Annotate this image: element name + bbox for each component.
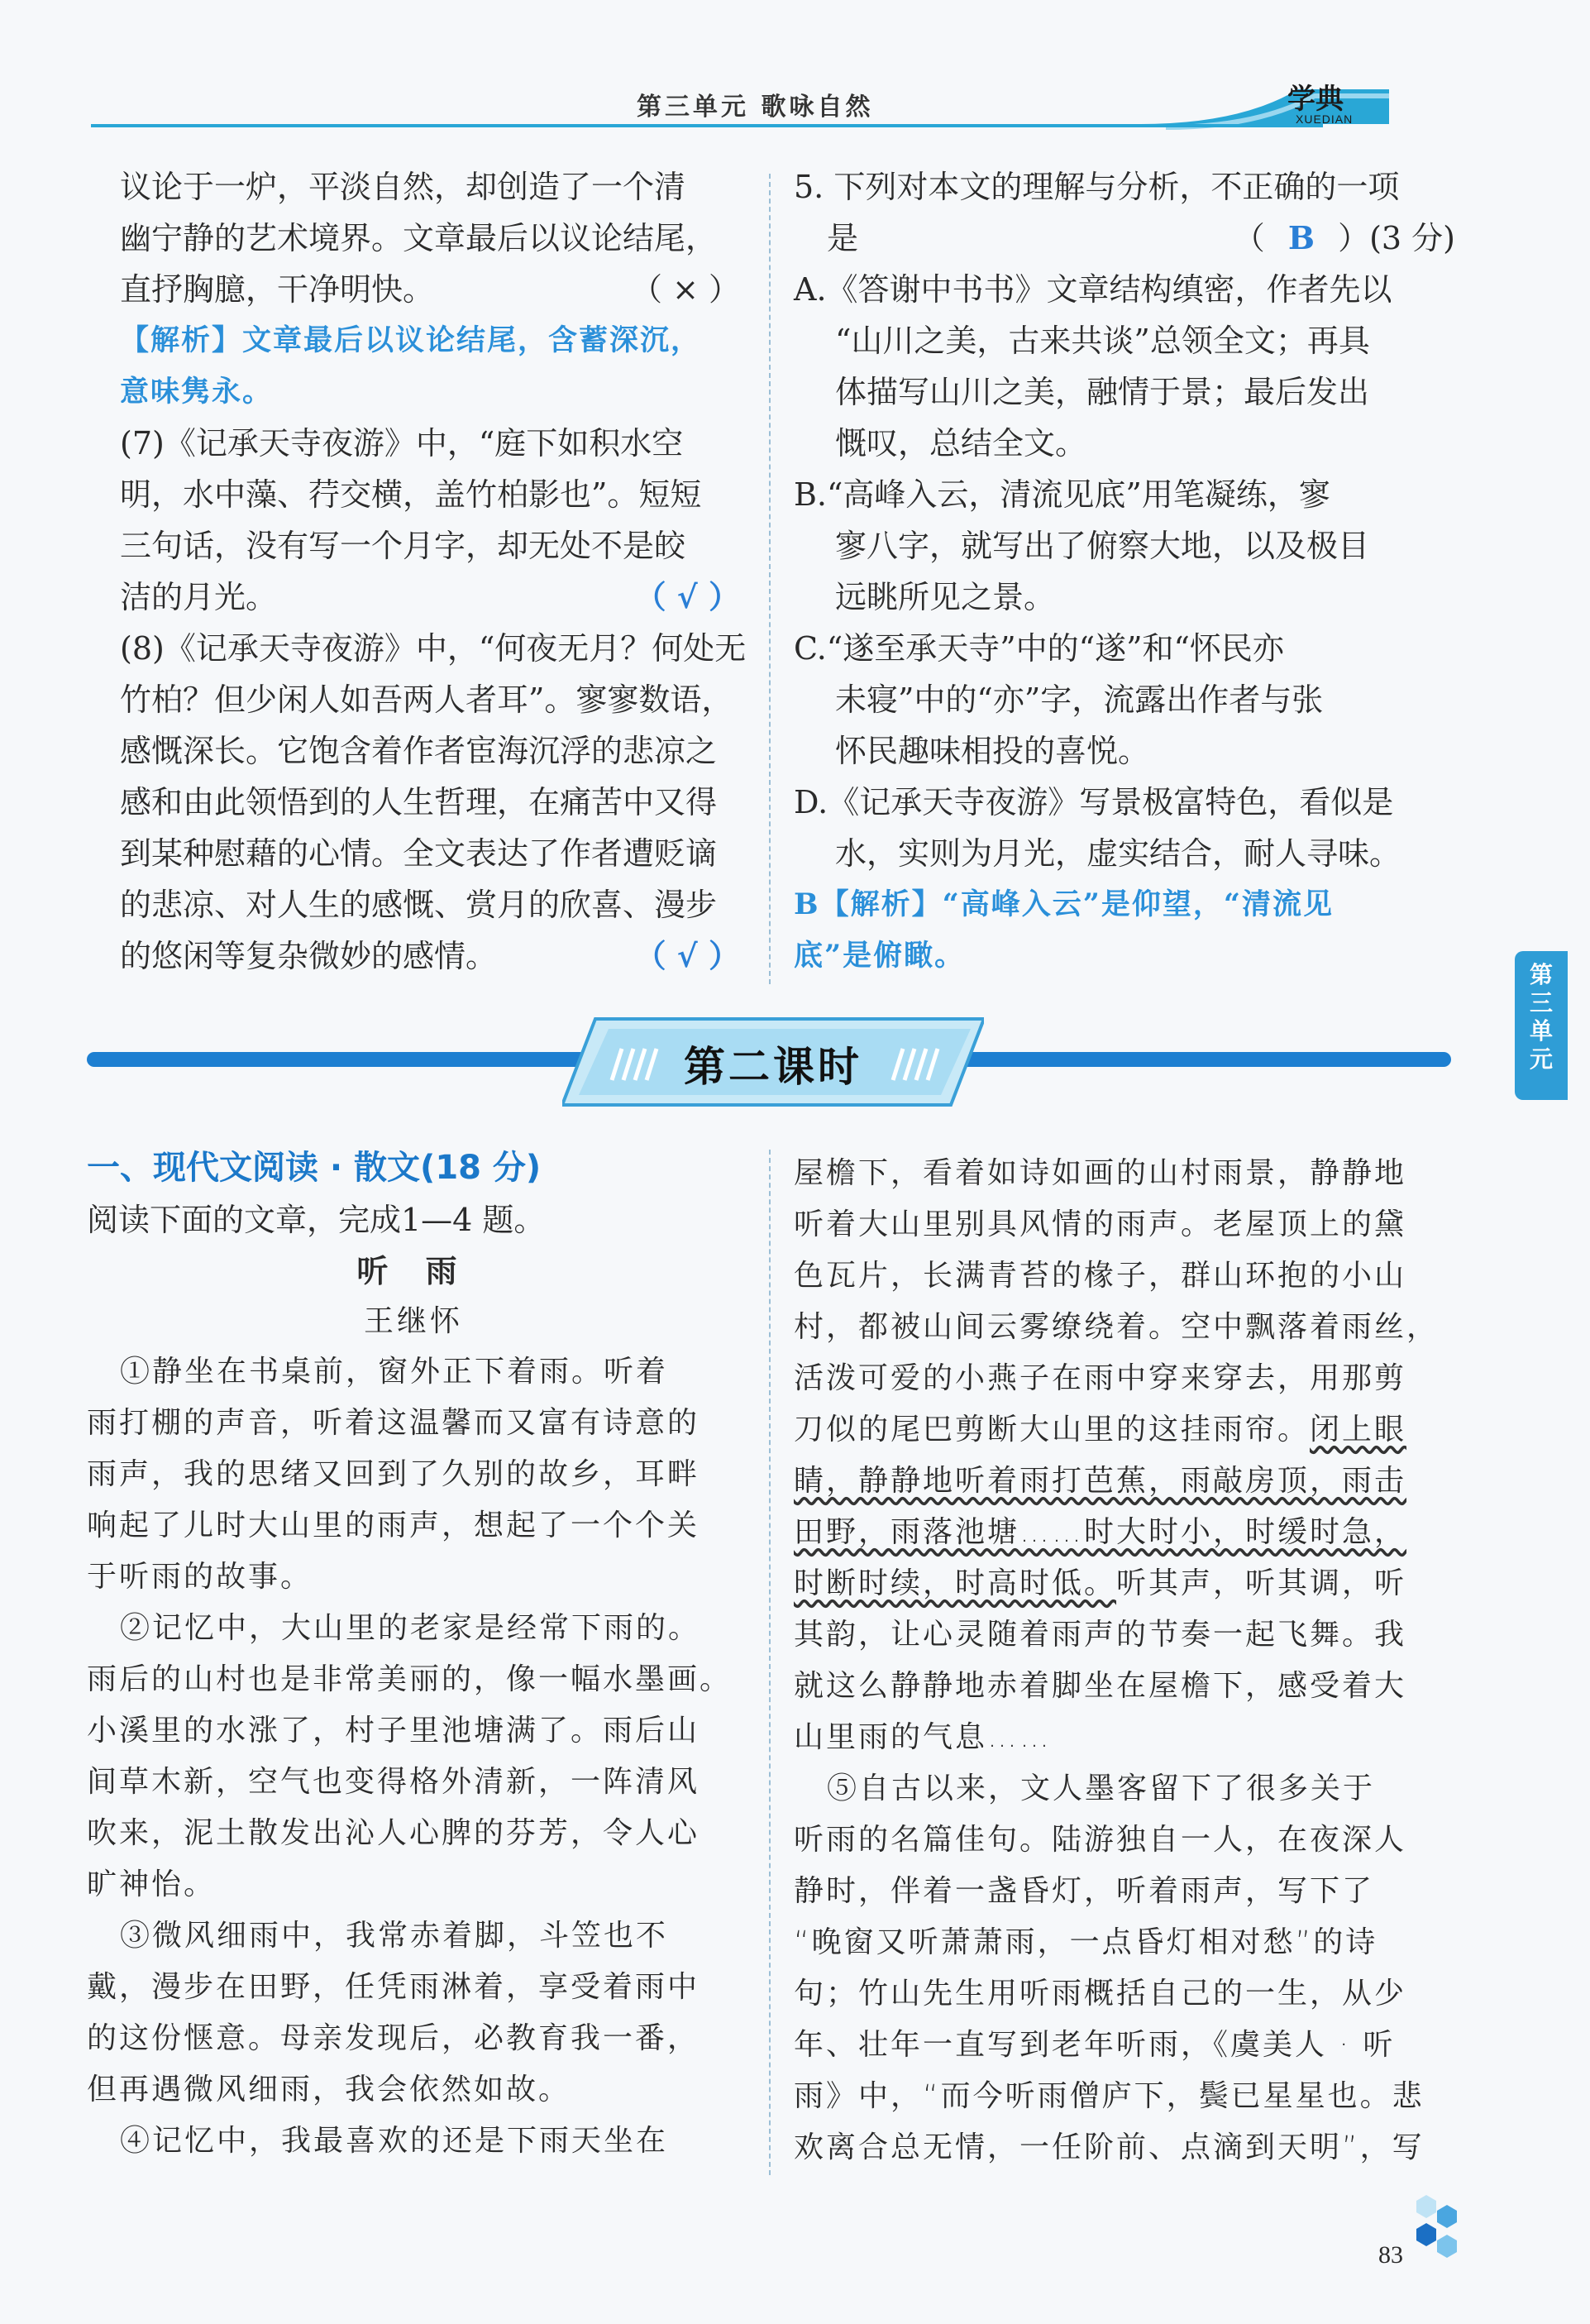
page-number: 83 xyxy=(1378,2241,1403,2269)
paragraph-4-cont: 听着大山里别具风情的雨声。老屋顶上的黛 xyxy=(794,1207,1407,1241)
left-top-column xyxy=(120,161,747,982)
text-line: 议论于一炉，平淡自然，却创造了一个清 xyxy=(120,169,686,205)
paragraph-2: 雨后的山村也是非常美丽的，像一幅水墨画。 xyxy=(87,1662,733,1696)
paragraph-5: ⑤自古以来，文人墨客留下了很多关于 xyxy=(827,1772,1376,1805)
article-author: 王继怀 xyxy=(363,1304,463,1338)
paragraph-4-cont: 刀似的尾巴剪断大山里的这挂雨帘。 xyxy=(794,1413,1311,1447)
option-d: D.《记承天寺夜游》写景极富特色，看似是 xyxy=(794,784,1394,820)
judge-mark: （ √ ） xyxy=(634,578,740,615)
option-b: 远眺所见之景。 xyxy=(835,579,1056,615)
paragraph-5: 欢离合总无情，一任阶前、点滴到天明”，写 xyxy=(794,2130,1425,2164)
unit-side-tab: 第三单元 xyxy=(1515,951,1568,1100)
underlined-text: 睛，静静地听着雨打芭蕉，雨敲房顶，雨击 xyxy=(794,1464,1407,1498)
item-7-line: 洁的月光。 xyxy=(120,579,278,615)
item-8-line: 的悲凉、对人生的感慨、赏月的欣喜、漫步 xyxy=(120,887,718,923)
option-b: 寥八字，就写出了俯察大地，以及极目 xyxy=(835,528,1370,564)
question-5-cont: 是 xyxy=(827,220,859,256)
paragraph-4-cont: 其韵，让心灵随着雨声的节奏一起飞舞。我 xyxy=(794,1618,1407,1652)
paragraph-3: 戴，漫步在田野，任凭雨淋着，享受着雨中 xyxy=(87,1970,700,2004)
analysis-text: B【解析】“高峰入云”是仰望，“清流见 xyxy=(794,887,1334,921)
text-line: 直抒胸臆，干净明快。 xyxy=(120,271,435,308)
paragraph-3: ③微风细雨中，我常赤着脚，斗笠也不 xyxy=(120,1919,669,1953)
underlined-text: 田野，雨落池塘……时大时小，时缓时急， xyxy=(794,1515,1407,1549)
option-b: B.“高峰入云，清流见底”用笔凝练，寥 xyxy=(794,476,1330,513)
analysis-text: 【解析】文章最后以议论结尾，含蓄深沉， xyxy=(120,323,702,357)
unit-title: 第三单元 歌咏自然 xyxy=(637,93,874,122)
paragraph-4-cont: 就这么静静地赤着脚坐在屋檐下，感受着大 xyxy=(794,1669,1407,1703)
answer-choice: B xyxy=(1287,219,1315,256)
paragraph-1: 响起了儿时大山里的雨声，想起了一个个关 xyxy=(87,1509,700,1542)
paragraph-2: ②记忆中，大山里的老家是经常下雨的。 xyxy=(120,1611,701,1645)
paragraph-5: 年、壮年一直写到老年听雨，《虞美人 · 听 xyxy=(794,2028,1396,2062)
instruction: 阅读下面的文章，完成1—4 题。 xyxy=(87,1202,546,1238)
paragraph-5: 听雨的名篇佳句。陆游独自一人，在夜深人 xyxy=(794,1823,1407,1857)
lower-left-column xyxy=(87,1141,740,2167)
judge-mark: （ × ） xyxy=(631,271,740,308)
underlined-text: 闭上眼 xyxy=(1310,1413,1407,1447)
section-title: 一、现代文阅读 · 散文(18 分) xyxy=(87,1149,542,1187)
paragraph-1: 雨声，我的思绪又回到了久别的故乡，耳畔 xyxy=(87,1457,700,1491)
paragraph-2: 旷神怡。 xyxy=(87,1867,217,1901)
paragraph-2: 小溪里的水涨了，村子里池塘满了。雨后山 xyxy=(87,1714,700,1748)
paragraph-4: ④记忆中，我最喜欢的还是下雨天坐在 xyxy=(120,2124,669,2158)
article-title: 听 雨 xyxy=(356,1253,470,1289)
right-top-column xyxy=(794,161,1455,982)
option-a: 体描写山川之美，融情于景；最后发出 xyxy=(835,374,1370,410)
text-line: 幽宁静的艺术境界。文章最后以议论结尾， xyxy=(120,220,718,256)
paragraph-3: 但再遇微风细雨，我会依然如故。 xyxy=(87,2073,571,2106)
paragraph-5: 静时，伴着一盏昏灯，听着雨声，写下了 xyxy=(794,1874,1375,1908)
item-7-line: (7)《记承天寺夜游》中，“庭下如积水空 xyxy=(120,425,684,461)
option-c: 怀民趣味相投的喜悦。 xyxy=(835,733,1150,769)
paragraph-4-cont: 听其声，听其调，听 xyxy=(1116,1566,1407,1600)
analysis-text: 意味隽永。 xyxy=(120,375,274,409)
item-8-line: 的悠闲等复杂微妙的感情。 xyxy=(120,938,498,974)
item-7-line: 三句话，没有写一个月字，却无处不是皎 xyxy=(120,528,686,564)
paragraph-4-cont: 色瓦片，长满青苔的椽子，群山环抱的小山 xyxy=(794,1259,1407,1293)
paragraph-5: “晚窗又听萧萧雨，一点昏灯相对愁”的诗 xyxy=(794,1925,1378,1959)
analysis-text: 底”是俯瞰。 xyxy=(794,939,966,973)
paragraph-2: 间草木新，空气也变得格外清新，一阵清风 xyxy=(87,1765,700,1799)
hexagon-decoration-icon xyxy=(1414,2193,1463,2268)
paragraph-4-cont: 活泼可爱的小燕子在雨中穿来穿去，用那剪 xyxy=(794,1361,1407,1395)
lesson-title: 第二课时 xyxy=(684,1043,862,1091)
question-5: 5. 下列对本文的理解与分析，不正确的一项 xyxy=(794,169,1400,205)
paragraph-1: 雨打棚的声音，听着这温馨而又富有诗意的 xyxy=(87,1406,700,1440)
option-c: 未寝”中的“亦”字，流露出作者与张 xyxy=(835,681,1324,718)
paragraph-4-cont: 山里雨的气息…… xyxy=(794,1720,1053,1754)
option-d: 水，实则为月光，虚实结合，耐人寻味。 xyxy=(835,835,1401,872)
paragraph-1: ①静坐在书桌前，窗外正下着雨。听着 xyxy=(120,1355,669,1389)
option-c: C.“遂至承天寺”中的“遂”和“怀民亦 xyxy=(794,630,1284,667)
option-a: “山川之美，古来共谈”总领全文；再具 xyxy=(835,323,1370,359)
paragraph-5: 雨》中，“而今听雨僧庐下，鬓已星星也。悲 xyxy=(794,2079,1425,2113)
answer-bracket: （ xyxy=(1233,220,1265,256)
option-a: A.《答谢中书书》文章结构缜密，作者先以 xyxy=(794,271,1392,308)
xuedian-logo: 学典 XUEDIAN xyxy=(1287,83,1354,126)
item-8-line: 感慨深长。它饱含着作者宦海沉浮的悲凉之 xyxy=(120,733,718,769)
column-divider xyxy=(769,1150,771,2175)
item-8-line: 竹柏？但少闲人如吾两人者耳”。寥寥数语， xyxy=(120,681,733,718)
item-8-line: 感和由此领悟到的人生哲理，在痛苦中又得 xyxy=(120,784,718,820)
paragraph-1: 于听雨的故事。 xyxy=(87,1560,313,1594)
paragraph-3: 的这份惬意。母亲发现后，必教育我一番， xyxy=(87,2021,700,2055)
lower-right-column xyxy=(794,1148,1455,2173)
paragraph-4-cont: 村，都被山间云雾缭绕着。空中飘落着雨丝， xyxy=(794,1310,1440,1344)
column-divider xyxy=(769,174,771,984)
paragraph-2: 吹来，泥土散发出沁人心脾的芬芳，令人心 xyxy=(87,1816,700,1850)
judge-mark: （ √ ） xyxy=(634,937,740,974)
underlined-text: 时断时续，时高时低。 xyxy=(794,1566,1117,1600)
option-a: 慨叹，总结全文。 xyxy=(835,425,1087,461)
item-7-line: 明，水中藻、荇交横，盖竹柏影也”。短短 xyxy=(120,476,702,513)
header-rule xyxy=(91,124,1323,127)
paragraph-5: 句；竹山先生用听雨概括自己的一生，从少 xyxy=(794,1977,1407,2011)
answer-score: ）(3 分) xyxy=(1338,220,1455,256)
lesson-banner xyxy=(562,1016,984,1108)
paragraph-4-cont: 屋檐下，看着如诗如画的山村雨景，静静地 xyxy=(794,1156,1407,1190)
item-8-line: 到某种慰藉的心情。全文表达了作者遭贬谪 xyxy=(120,835,718,872)
item-8-line: (8)《记承天寺夜游》中，“何夜无月？何处无 xyxy=(120,630,747,667)
